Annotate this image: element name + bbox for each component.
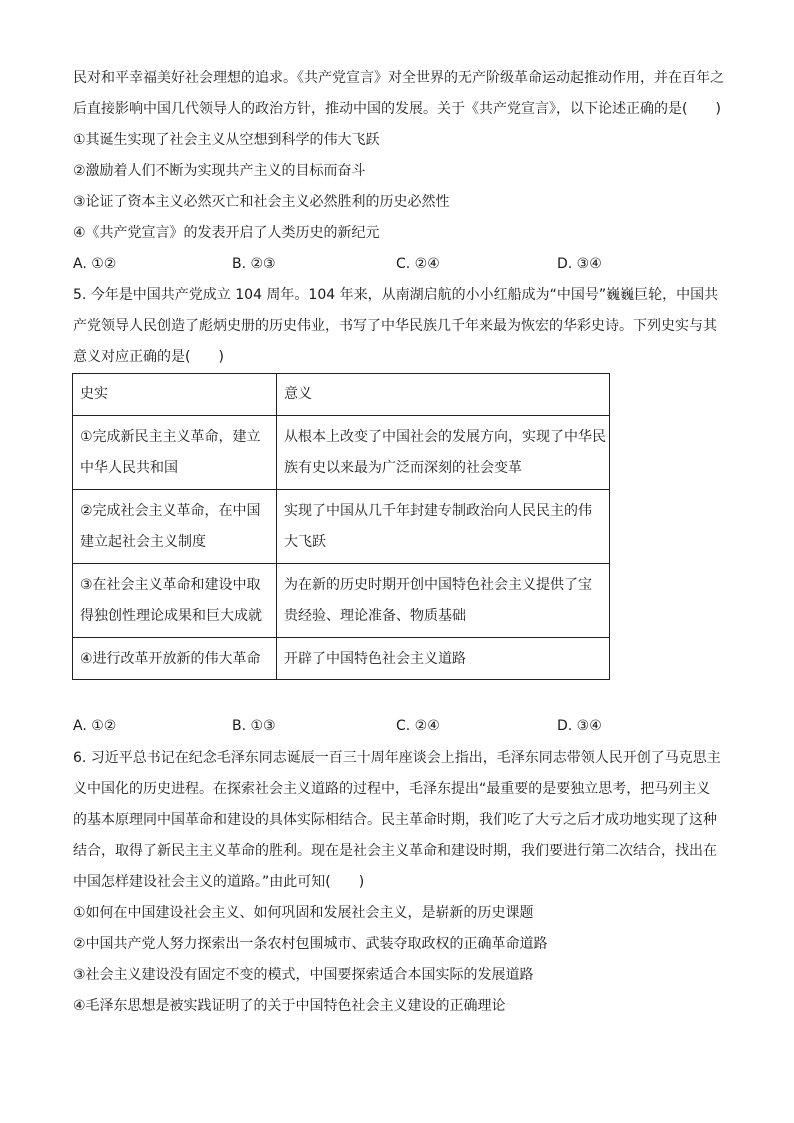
q5-stem-line: 5. 今年是中国共产党成立 104 周年。104 年来，从南湖启航的小小红船成为“中国号”巍巍巨轮，中国共 bbox=[73, 287, 719, 303]
table-header-fact: 史实 bbox=[73, 374, 277, 416]
q6-item: ①如何在中国建设社会主义、如何巩固和发展社会主义，是崭新的历史课题 bbox=[73, 905, 534, 921]
q5-option-c: C. ②④ bbox=[396, 718, 440, 734]
q6-stem-line: 6. 习近平总书记在纪念毛泽东同志诞辰一百三十周年座谈会上指出，毛泽东同志带领人民开创了马克思主 bbox=[73, 750, 721, 766]
meaning-cell bbox=[277, 638, 610, 680]
table-row bbox=[73, 638, 610, 680]
fact-cell bbox=[73, 638, 277, 680]
fact-text: 得独创性理论成果和巨大成就 bbox=[80, 608, 262, 624]
q5-stem-line: 意义对应正确的是( ) bbox=[73, 349, 224, 365]
meaning-text: 为在新的历史时期开创中国特色社会主义提供了宝 bbox=[284, 577, 592, 593]
q4-stem-line: 后直接影响中国几代领导人的政治方针，推动中国的发展。关于《共产党宣言》，以下论述正确的是( ) bbox=[73, 101, 721, 117]
fact-cell bbox=[73, 416, 277, 490]
q4-stem-line: 民对和平幸福美好社会理想的追求。《共产党宣言》对全世界的无产阶级革命运动起推动作用，并在百年之 bbox=[73, 70, 724, 86]
q6-item: ③社会主义建设没有固定不变的模式，中国要探索适合本国实际的发展道路 bbox=[73, 967, 534, 983]
q6-item: ②中国共产党人努力探索出一条农村包围城市、武装夺取政权的正确革命道路 bbox=[73, 936, 548, 952]
meaning-text: 开辟了中国特色社会主义道路 bbox=[284, 651, 466, 667]
q6-stem-line: 的基本原理同中国革命和建设的具体实际相结合。民主革命时期，我们吃了大亏之后才成功地实现了这种 bbox=[73, 812, 717, 828]
q4-item: ①其诞生实现了社会主义从空想到科学的伟大飞跃 bbox=[73, 132, 380, 148]
fact-text: ④进行改革开放新的伟大革命 bbox=[80, 651, 261, 667]
meaning-text: 实现了中国从几千年封建专制政治向人民民主的伟 bbox=[284, 503, 592, 519]
q5-option-b: B. ①③ bbox=[232, 718, 276, 734]
meaning-cell bbox=[277, 564, 610, 638]
q5-stem-line: 产党领导人民创造了彪炳史册的历史伟业，书写了中华民族几千年来最为恢宏的华彩史诗。下列史实与其 bbox=[73, 318, 717, 334]
fact-cell bbox=[73, 490, 277, 564]
q4-option-b: B. ②③ bbox=[232, 256, 276, 272]
q6-item: ④毛泽东思想是被实践证明了的关于中国特色社会主义建设的正确理论 bbox=[73, 998, 506, 1014]
q4-option-c: C. ②④ bbox=[396, 256, 440, 272]
table-row bbox=[73, 490, 610, 564]
meaning-text: 贵经验、理论准备、物质基础 bbox=[284, 608, 466, 624]
meaning-cell bbox=[277, 490, 610, 564]
q6-stem-line: 结合，取得了新民主主义革命的胜利。现在是社会主义革命和建设时期，我们要进行第二次结合，找出在 bbox=[73, 843, 717, 859]
fact-text: ②完成社会主义革命，在中国 bbox=[80, 503, 261, 519]
q6-stem-line: 义中国化的历史进程。在探索社会主义道路的过程中，毛泽东提出“最重要的是要独立思考，把马列主义 bbox=[73, 781, 711, 797]
q4-item: ③论证了资本主义必然灭亡和社会主义必然胜利的历史必然性 bbox=[73, 194, 450, 210]
fact-cell bbox=[73, 564, 277, 638]
q4-item: ④《共产党宣言》的发表开启了人类历史的新纪元 bbox=[73, 225, 380, 241]
table-row bbox=[73, 416, 610, 490]
table-row bbox=[73, 564, 610, 638]
meaning-text: 从根本上改变了中国社会的发展方向，实现了中华民 bbox=[284, 429, 606, 445]
q4-item: ②激励着人们不断为实现共产主义的目标而奋斗 bbox=[73, 163, 366, 179]
meaning-cell bbox=[277, 416, 610, 490]
meaning-text: 族有史以来最为广泛而深刻的社会变革 bbox=[284, 460, 522, 476]
q5-option-a: A. ①② bbox=[73, 718, 117, 734]
history-facts-table bbox=[72, 373, 610, 680]
fact-text: ③在社会主义革命和建设中取 bbox=[80, 577, 261, 593]
q4-option-a: A. ①② bbox=[73, 256, 117, 272]
table-header-row bbox=[73, 374, 610, 416]
q4-option-d: D. ③④ bbox=[557, 256, 602, 272]
table-header-meaning: 意义 bbox=[277, 374, 610, 416]
fact-text: 中华人民共和国 bbox=[80, 460, 178, 476]
q6-stem-line: 中国怎样建设社会主义的道路。”由此可知( ) bbox=[73, 874, 365, 890]
fact-text: ①完成新民主主义革命，建立 bbox=[80, 429, 261, 445]
q5-option-d: D. ③④ bbox=[557, 718, 602, 734]
meaning-text: 大飞跃 bbox=[284, 534, 326, 550]
fact-text: 建立起社会主义制度 bbox=[80, 534, 206, 550]
